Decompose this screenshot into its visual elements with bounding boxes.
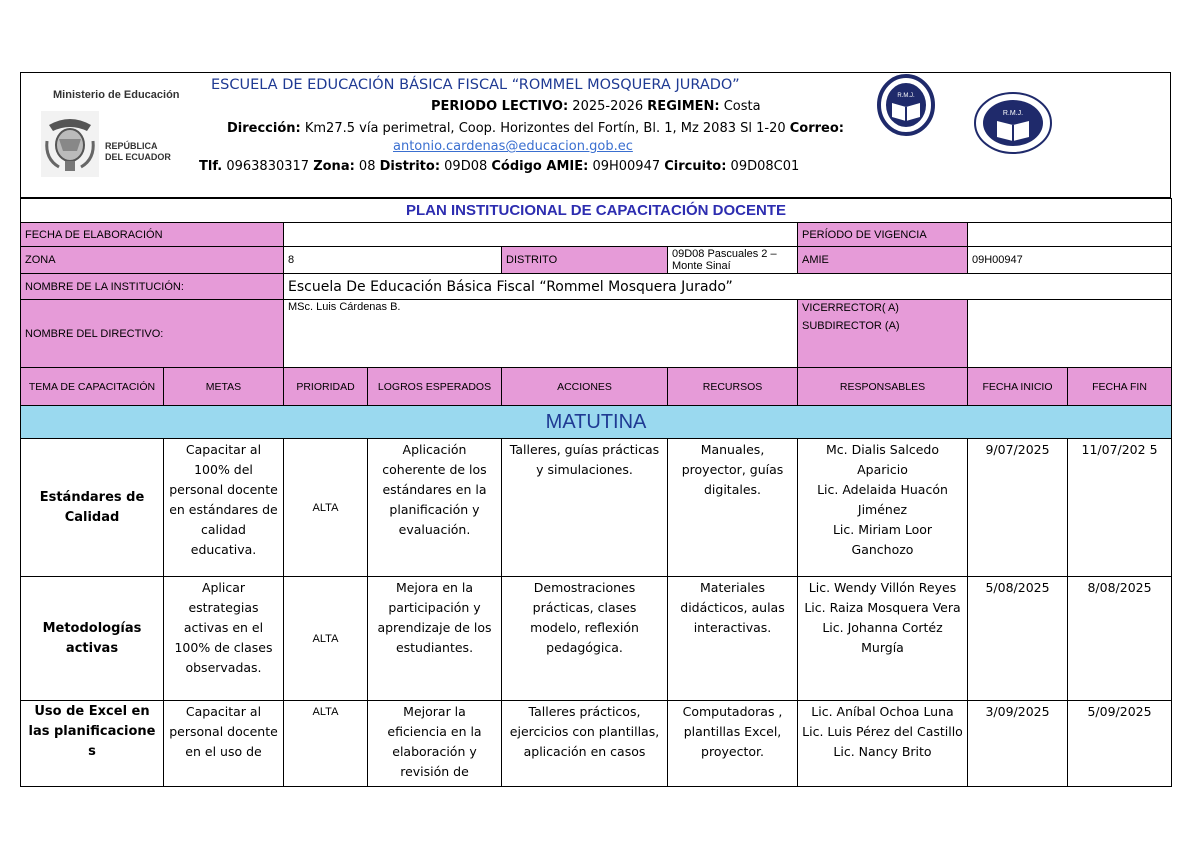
fecha-inicio-cell: 9/07/2025 — [968, 439, 1068, 577]
tema-cell: Metodologías activas — [21, 577, 164, 701]
institucion-label: NOMBRE DE LA INSTITUCIÓN: — [21, 274, 284, 300]
col-fecha-inicio: FECHA INICIO — [968, 368, 1068, 406]
distrito-value: 09D08 Pascuales 2 – Monte Sinaí — [668, 247, 798, 274]
school-emblem-icon — [973, 91, 1053, 155]
ecuador-coat-of-arms-icon — [41, 111, 99, 177]
svg-text:R.M.J.: R.M.J. — [897, 93, 915, 99]
table-row — [21, 577, 1172, 701]
vigencia-value[interactable] — [968, 223, 1172, 247]
fecha-row — [21, 223, 1172, 247]
amie-label: AMIE — [798, 247, 968, 274]
acciones-cell: Talleres, guías prácticas y simulaciones. — [502, 439, 668, 577]
fecha-fin-cell: 5/09/2025 — [1068, 701, 1172, 787]
ministry-logo-text: Ministerio de Educación — [53, 89, 180, 101]
directivo-row — [21, 300, 1172, 368]
col-prioridad: PRIORIDAD — [284, 368, 368, 406]
logros-cell: Mejorar la eficiencia en la elaboración y revisión de — [368, 701, 502, 787]
training-plan-table — [20, 198, 1172, 787]
vicerrector-cell: VICERRECTOR( A) SUBDIRECTOR (A) — [798, 300, 968, 368]
email-link[interactable]: antonio.cardenas@educacion.gob.ec — [393, 139, 633, 154]
zona-label: ZONA — [21, 247, 284, 274]
acciones-cell: Demostraciones prácticas, clases modelo, reflexión pedagógica. — [502, 577, 668, 701]
column-header-row — [21, 368, 1172, 406]
direccion-line: Dirección: Km27.5 vía perimetral, Coop. Horizontes del Fortín, Bl. 1, Mz 2083 Sl 1-20 Correo: — [227, 121, 845, 136]
tema-cell: Estándares de Calidad — [21, 439, 164, 577]
plan-title-row — [21, 199, 1172, 223]
col-tema: TEMA DE CAPACITACIÓN — [21, 368, 164, 406]
distrito-label: DISTRITO — [502, 247, 668, 274]
fecha-fin-cell: 8/08/2025 — [1068, 577, 1172, 701]
prioridad-cell: ALTA — [284, 577, 368, 701]
school-shield-icon — [874, 73, 938, 137]
table-row — [21, 439, 1172, 577]
metas-cell: Capacitar al 100% del personal docente en estándares de calidad educativa. — [164, 439, 284, 577]
fecha-elaboracion-label: FECHA DE ELABORACIÓN — [21, 223, 284, 247]
prioridad-cell: ALTA — [284, 701, 368, 787]
fecha-fin-cell: 11/07/202 5 — [1068, 439, 1172, 577]
zona-row — [21, 247, 1172, 274]
fecha-elaboracion-value[interactable] — [284, 223, 798, 247]
prioridad-cell: ALTA — [284, 439, 368, 577]
metas-cell: Aplicar estrategias activas en el 100% de clases observadas. — [164, 577, 284, 701]
col-fecha-fin: FECHA FIN — [1068, 368, 1172, 406]
directivo-label: NOMBRE DEL DIRECTIVO: — [21, 300, 284, 368]
fecha-inicio-cell: 3/09/2025 — [968, 701, 1068, 787]
col-responsables: RESPONSABLES — [798, 368, 968, 406]
acciones-cell: Talleres prácticos, ejercicios con plantillas, aplicación en casos — [502, 701, 668, 787]
republic-text: REPÚBLICA DEL ECUADOR — [105, 141, 171, 162]
responsables-cell: Mc. Dialis Salcedo Aparicio Lic. Adelaida Huacón Jiménez Lic. Miriam Loor Ganchozo — [798, 439, 968, 577]
contact-line: Tlf. 0963830317 Zona: 08 Distrito: 09D08 Código AMIE: 09H00947 Circuito: 09D08C01 — [199, 159, 800, 174]
directivo-value: MSc. Luis Cárdenas B. — [284, 300, 798, 368]
fecha-inicio-cell: 5/08/2025 — [968, 577, 1068, 701]
recursos-cell: Computadoras , plantillas Excel, proyector. — [668, 701, 798, 787]
school-header — [20, 72, 1171, 198]
school-name: ESCUELA DE EDUCACIÓN BÁSICA FISCAL “ROMMEL MOSQUERA JURADO” — [211, 77, 740, 93]
vicerrector-value[interactable] — [968, 300, 1172, 368]
logros-cell: Aplicación coherente de los estándares en la planificación y evaluación. — [368, 439, 502, 577]
recursos-cell: Manuales, proyector, guías digitales. — [668, 439, 798, 577]
recursos-cell: Materiales didácticos, aulas interactivas. — [668, 577, 798, 701]
logros-cell: Mejora en la participación y aprendizaje de los estudiantes. — [368, 577, 502, 701]
section-row — [21, 406, 1172, 439]
col-logros: LOGROS ESPERADOS — [368, 368, 502, 406]
svg-text:R.M.J.: R.M.J. — [1002, 110, 1024, 117]
col-metas: METAS — [164, 368, 284, 406]
zona-value: 8 — [284, 247, 502, 274]
institucion-row — [21, 274, 1172, 300]
responsables-cell: Lic. Wendy Villón Reyes Lic. Raiza Mosquera Vera Lic. Johanna Cortéz Murgía — [798, 577, 968, 701]
institucion-value: Escuela De Educación Básica Fiscal “Rommel Mosquera Jurado” — [284, 274, 1172, 300]
plan-title: PLAN INSTITUCIONAL DE CAPACITACIÓN DOCENTE — [21, 199, 1172, 223]
table-row — [21, 701, 1172, 787]
col-acciones: ACCIONES — [502, 368, 668, 406]
responsables-cell: Lic. Aníbal Ochoa Luna Lic. Luis Pérez del Castillo Lic. Nancy Brito — [798, 701, 968, 787]
metas-cell: Capacitar al personal docente en el uso de — [164, 701, 284, 787]
vigencia-label: PERÍODO DE VIGENCIA — [798, 223, 968, 247]
section-title: MATUTINA — [21, 406, 1172, 439]
document-page — [20, 72, 1171, 787]
col-recursos: RECURSOS — [668, 368, 798, 406]
periodo-line: PERIODO LECTIVO: 2025-2026 REGIMEN: Costa — [431, 99, 761, 114]
amie-value: 09H00947 — [968, 247, 1172, 274]
tema-cell: Uso de Excel en las planificacione s — [21, 701, 164, 787]
